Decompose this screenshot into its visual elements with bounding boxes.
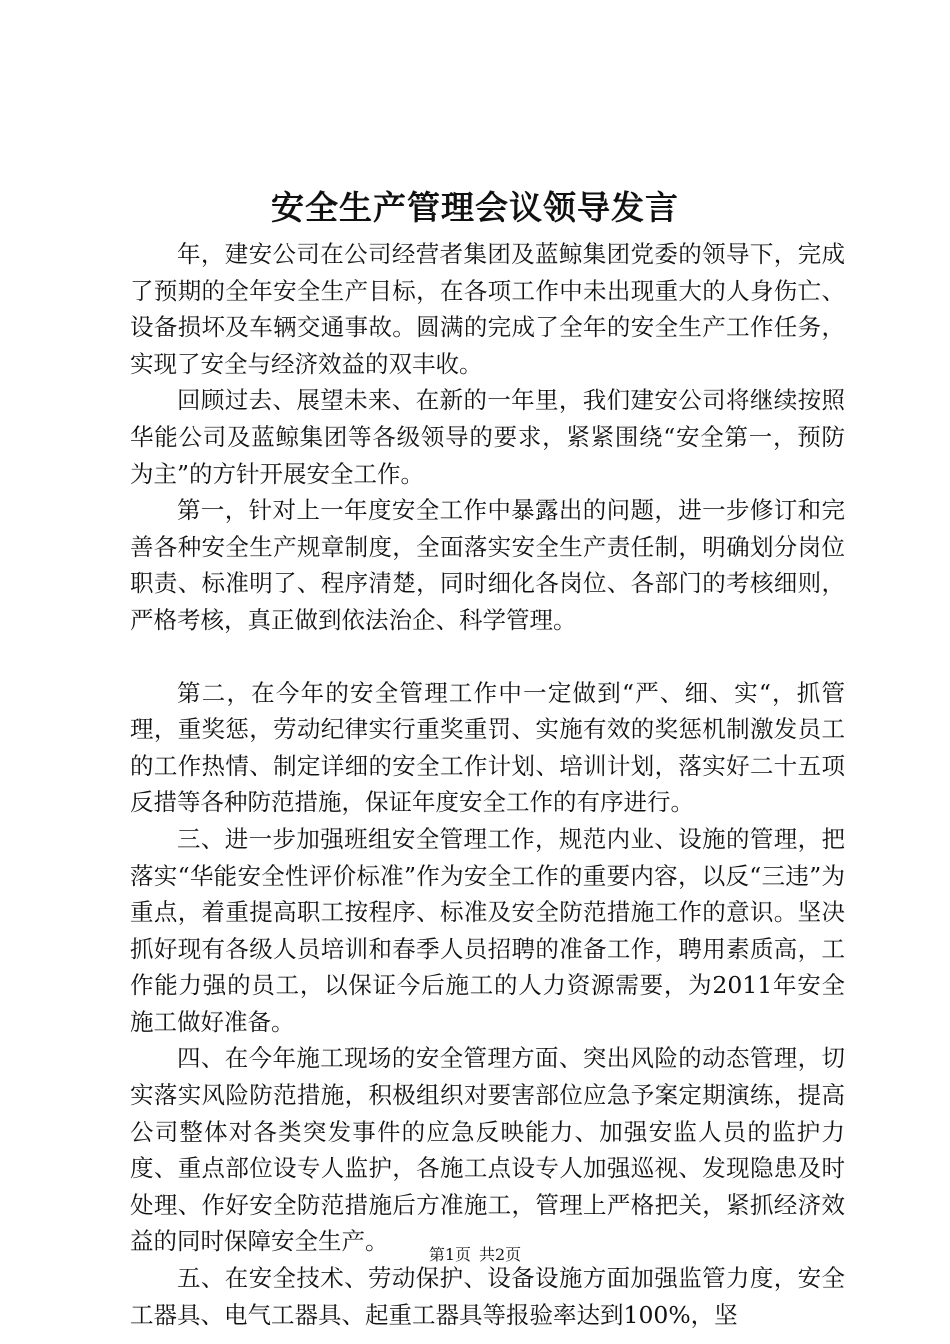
paragraph-7: 五、在安全技术、劳动保护、设备设施方面加强监管力度，安全工器具、电气工器具、起重工器具等报验率达到100%，坚 [130,1264,845,1329]
paragraph-2: 回顾过去、展望未来、在新的一年里，我们建安公司将继续按照华能公司及蓝鲸集团等各级领导的要求，紧紧围绕“安全第一，预防为主”的方针开展安全工作。 [130,386,845,488]
paragraph-6: 四、在今年施工现场的安全管理方面、突出风险的动态管理，切实落实风险防范措施，积极组织对要害部位应急予案定期演练，提高公司整体对各类突发事件的应急反映能力、加强安监人员的监护力度、重点部位设专人监护，各施工点设专人加强巡视、发现隐患及时处理、作好安全防范措施后方准施工，管理上严格把关，紧抓经济效益的同时保障安全生产。 [130,1044,845,1256]
paragraph-5: 三、进一步加强班组安全管理工作，规范内业、设施的管理，把落实“华能安全性评价标准”作为安全工作的重要内容，以反“三违”为重点，着重提高职工按程序、标准及安全防范措施工作的意识。坚决抓好现有各级人员培训和春季人员招聘的准备工作，聘用素质高，工作能力强的员工，以保证今后施工的人力资源需要，为2011年安全施工做好准备。 [130,824,845,1036]
page-number: 第1页 [428,1245,471,1264]
paragraph-1: 年，建安公司在公司经营者集团及蓝鲸集团党委的领导下，完成了预期的全年安全生产目标，在各项工作中未出现重大的人身伤亡、设备损坏及车辆交通事故。圆满的完成了全年的安全生产工作任务，实现了安全与经济效益的双丰收。 [130,240,845,378]
paragraph-4: 第二，在今年的安全管理工作中一定做到“严、细、实“，抓管理，重奖惩，劳动纪律实行重奖重罚、实施有效的奖惩机制激发员工的工作热情、制定详细的安全工作计划、培训计划，落实好二十五项反措等各种防范措施，保证年度安全工作的有序进行。 [130,678,845,817]
page-total: 共2页 [479,1245,522,1264]
document-body [130,236,845,1333]
document-title: 安全生产管理会议领导发言 [271,188,679,227]
paragraph-3: 第一，针对上一年度安全工作中暴露出的问题，进一步修订和完善各种安全生产规章制度，全面落实安全生产责任制，明确划分岗位职责、标准明了、程序清楚，同时细化各岗位、各部门的考核细则，严格考核，真正做到依法治企、科学管理。 [130,496,845,634]
page-footer [0,1245,950,1265]
